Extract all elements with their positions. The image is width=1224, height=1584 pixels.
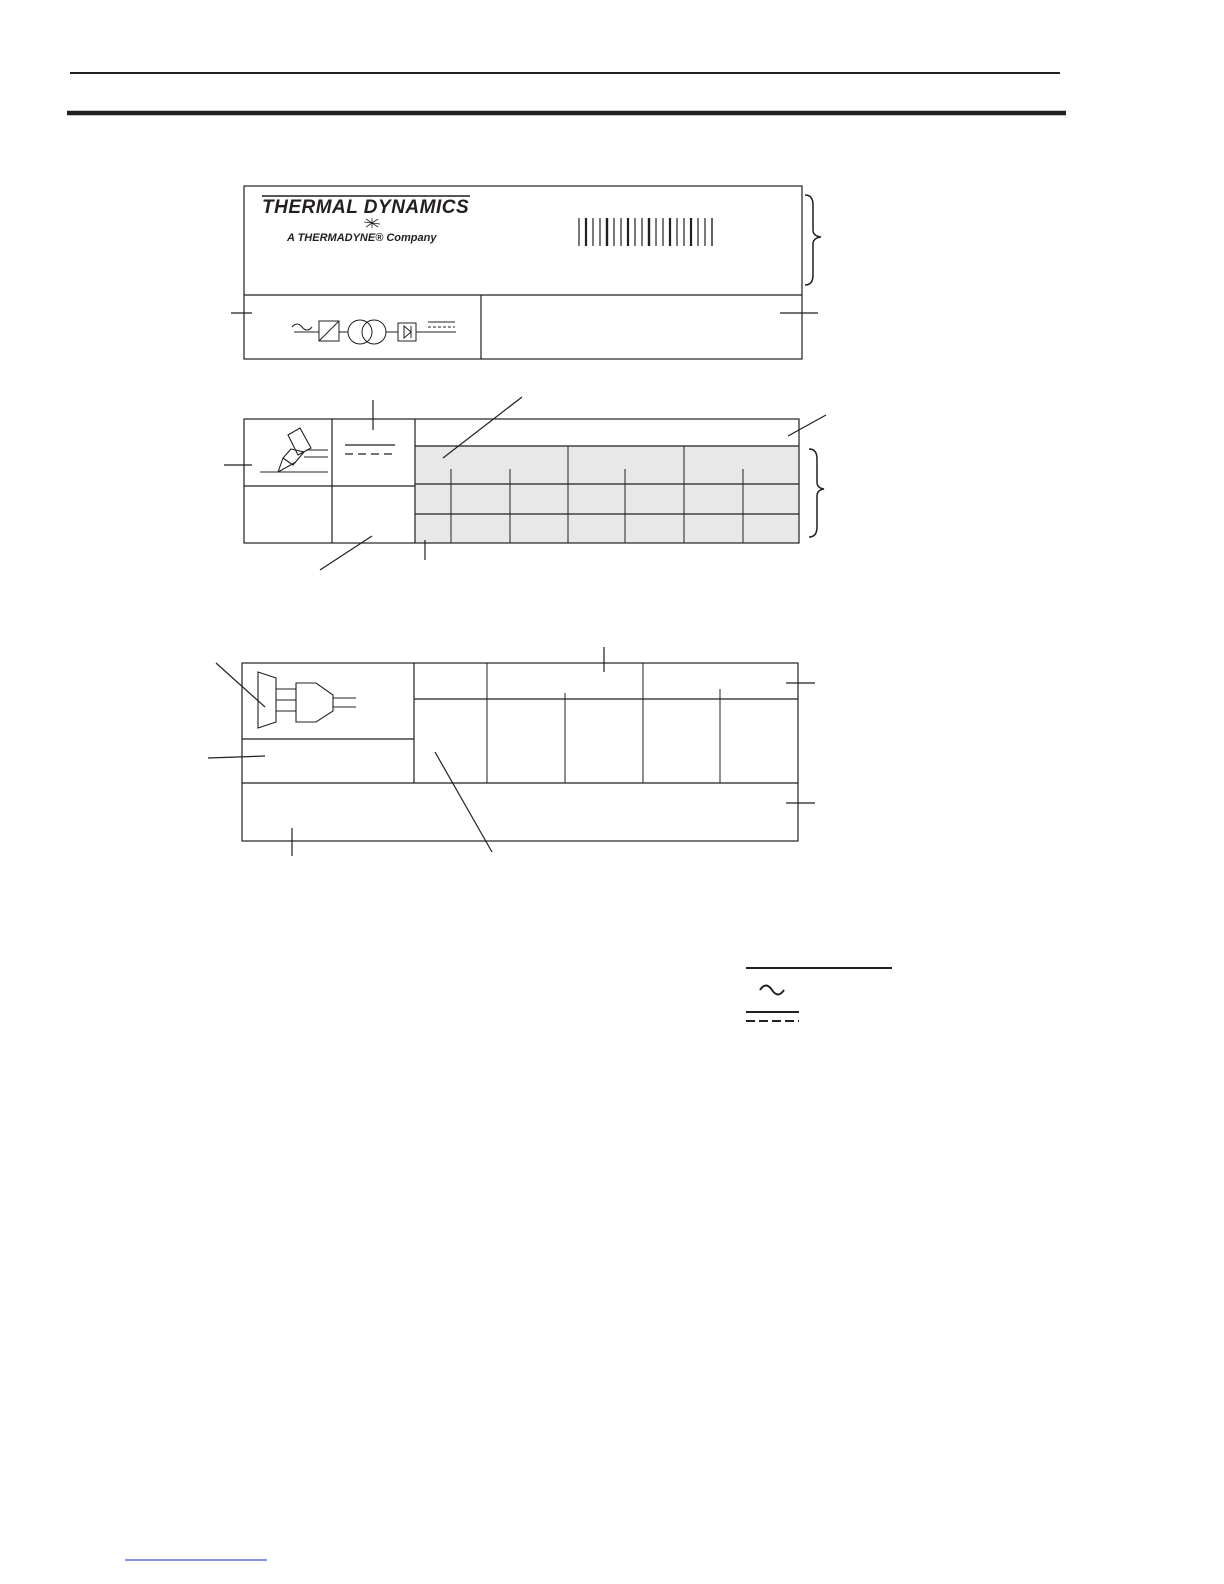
dc-symbol-icon — [345, 445, 395, 454]
ac-tilde-icon — [760, 986, 784, 995]
spark-icon — [364, 218, 380, 228]
callout-line — [788, 415, 826, 436]
ac-rectifier-transformer-dc-icon — [292, 320, 456, 344]
shaded-rating-grid — [415, 446, 799, 543]
symbol-legend — [746, 968, 892, 1021]
input-power-panel — [208, 647, 815, 856]
header-rules — [67, 73, 1066, 113]
callout-line — [320, 536, 372, 570]
logo-tagline: A THERMADYNE® Company — [287, 232, 437, 244]
output-ratings-panel — [224, 397, 826, 570]
callout-line — [435, 752, 492, 852]
callout-line — [208, 756, 265, 758]
company-logo — [262, 196, 470, 244]
bracket — [809, 449, 824, 537]
three-phase-plug-icon — [258, 672, 356, 728]
manufacturer-panel — [231, 186, 821, 359]
bracket — [805, 195, 821, 285]
barcode — [579, 218, 712, 246]
plasma-torch-icon — [260, 428, 328, 472]
logo-brand: THERMAL DYNAMICS — [262, 197, 470, 218]
dc-dashed-icon — [746, 1012, 799, 1021]
